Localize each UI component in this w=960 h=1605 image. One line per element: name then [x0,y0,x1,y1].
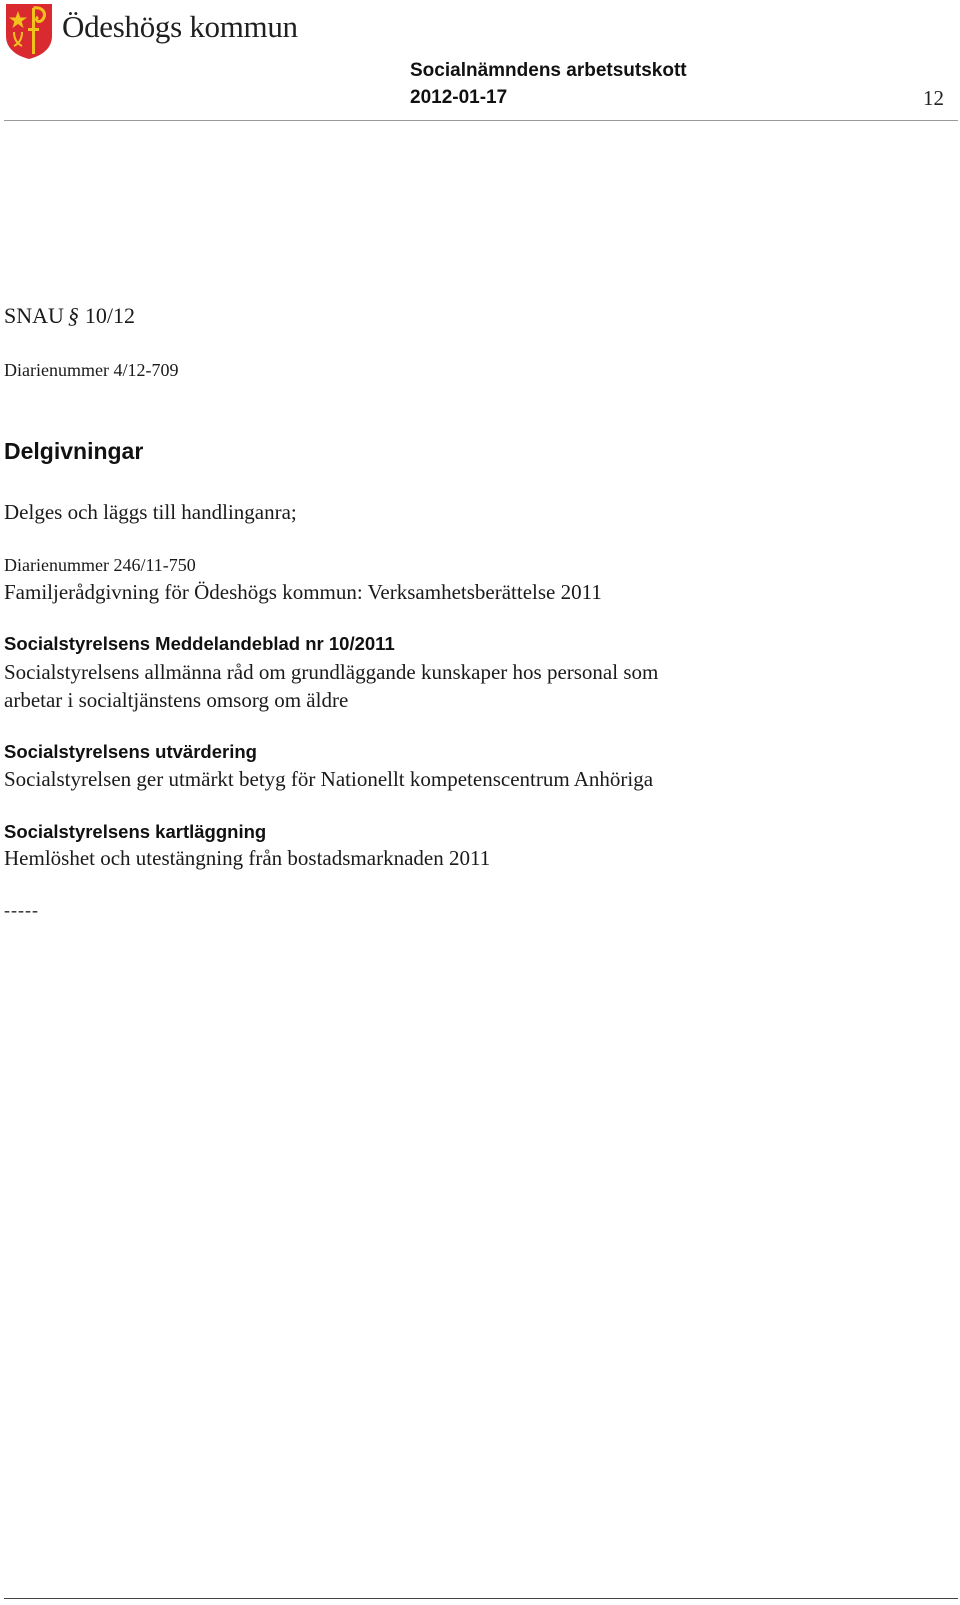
page-header [0,0,960,122]
item-heading: Socialstyrelsens utvärdering [4,741,257,762]
footer-divider [4,1598,958,1599]
intro-text: Delges och läggs till handlinganra; [4,500,297,524]
item-text: Socialstyrelsens allmänna råd om grundläggande kunskaper hos personal som [4,660,659,684]
paragraph-symbol: § [67,303,79,328]
item-heading: Socialstyrelsens kartläggning [4,821,267,842]
item-text: arbetar i socialtjänstens omsorg om äldre [4,688,349,712]
header-divider [4,120,958,121]
item-text: Familjerådgivning för Ödeshögs kommun: Verksamhetsberättelse 2011 [4,580,602,604]
item-text: Socialstyrelsen ger utmärkt betyg för Nationellt kompetenscentrum Anhöriga [4,767,654,791]
paragraph-number: 10/12 [84,303,136,328]
meeting-date: 2012-01-17 [410,87,508,108]
page-title: Delgivningar [4,438,144,464]
item-heading: Socialstyrelsens Meddelandeblad nr 10/2011 [4,633,395,654]
organization-name: Ödeshögs kommun [62,9,298,44]
paragraph-prefix: SNAU [4,303,64,328]
item-text: Hemlöshet och utestängning från bostadsmarknaden 2011 [4,846,491,870]
municipal-coat-of-arms-icon [4,2,54,60]
page-number: 12 [923,86,944,110]
paragraph-identifier [4,303,135,329]
end-marker: ----- [4,900,39,920]
case-number: Diarienummer 4/12-709 [4,360,179,380]
item-diary-number: Diarienummer 246/11-750 [4,555,196,575]
committee-name: Socialnämndens arbetsutskott [410,60,687,81]
